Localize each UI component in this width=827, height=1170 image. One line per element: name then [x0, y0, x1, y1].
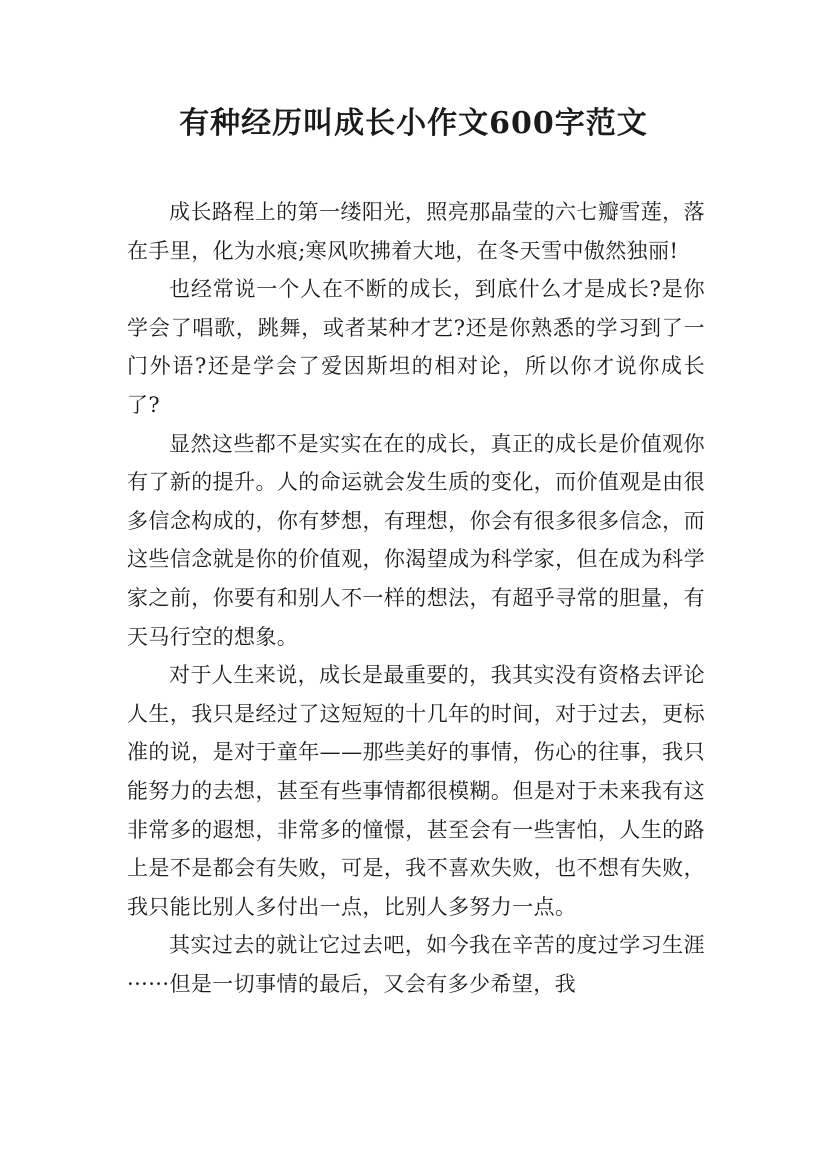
- document-body: [127, 193, 705, 1003]
- document-title: 有种经历叫成长小作文600字范文: [179, 106, 648, 141]
- paragraph: 其实过去的就让它过去吧，如今我在辛苦的度过学习生涯······但是一切事情的最后，又会有多少希望，我: [127, 933, 705, 996]
- paragraph: 也经常说一个人在不断的成长，到底什么才是成长?是你学会了唱歌，跳舞，或者某种才艺?还是你熟悉的学习到了一门外语?还是学会了爱因斯坦的相对论，所以你才说你成长了?: [127, 277, 705, 417]
- paragraph: 对于人生来说，成长是最重要的，我其实没有资格去评论人生，我只是经过了这短短的十几年的时间，对于过去，更标准的说，是对于童年——那些美好的事情，伤心的往事，我只能努力的去想，甚至有些事情都很模糊。但是对于未来我有这非常多的遐想，非常多的憧憬，甚至会有一些害怕，人生的路上是不是都会有失败，可是，我不喜欢失败，也不想有失败，我只能比别人多付出一点，比别人多努力一点。: [127, 663, 705, 919]
- paragraph: 成长路程上的第一缕阳光，照亮那晶莹的六七瓣雪莲，落在手里，化为水痕;寒风吹拂着大地，在冬天雪中傲然独丽!: [127, 200, 705, 263]
- paragraph: 显然这些都不是实实在在的成长，真正的成长是价值观你有了新的提升。人的命运就会发生质的变化，而价值观是由很多信念构成的，你有梦想，有理想，你会有很多很多信念，而这些信念就是你的价值观，你渴望成为科学家，但在成为科学家之前，你要有和别人不一样的想法，有超乎寻常的胆量，有天马行空的想象。: [127, 431, 705, 649]
